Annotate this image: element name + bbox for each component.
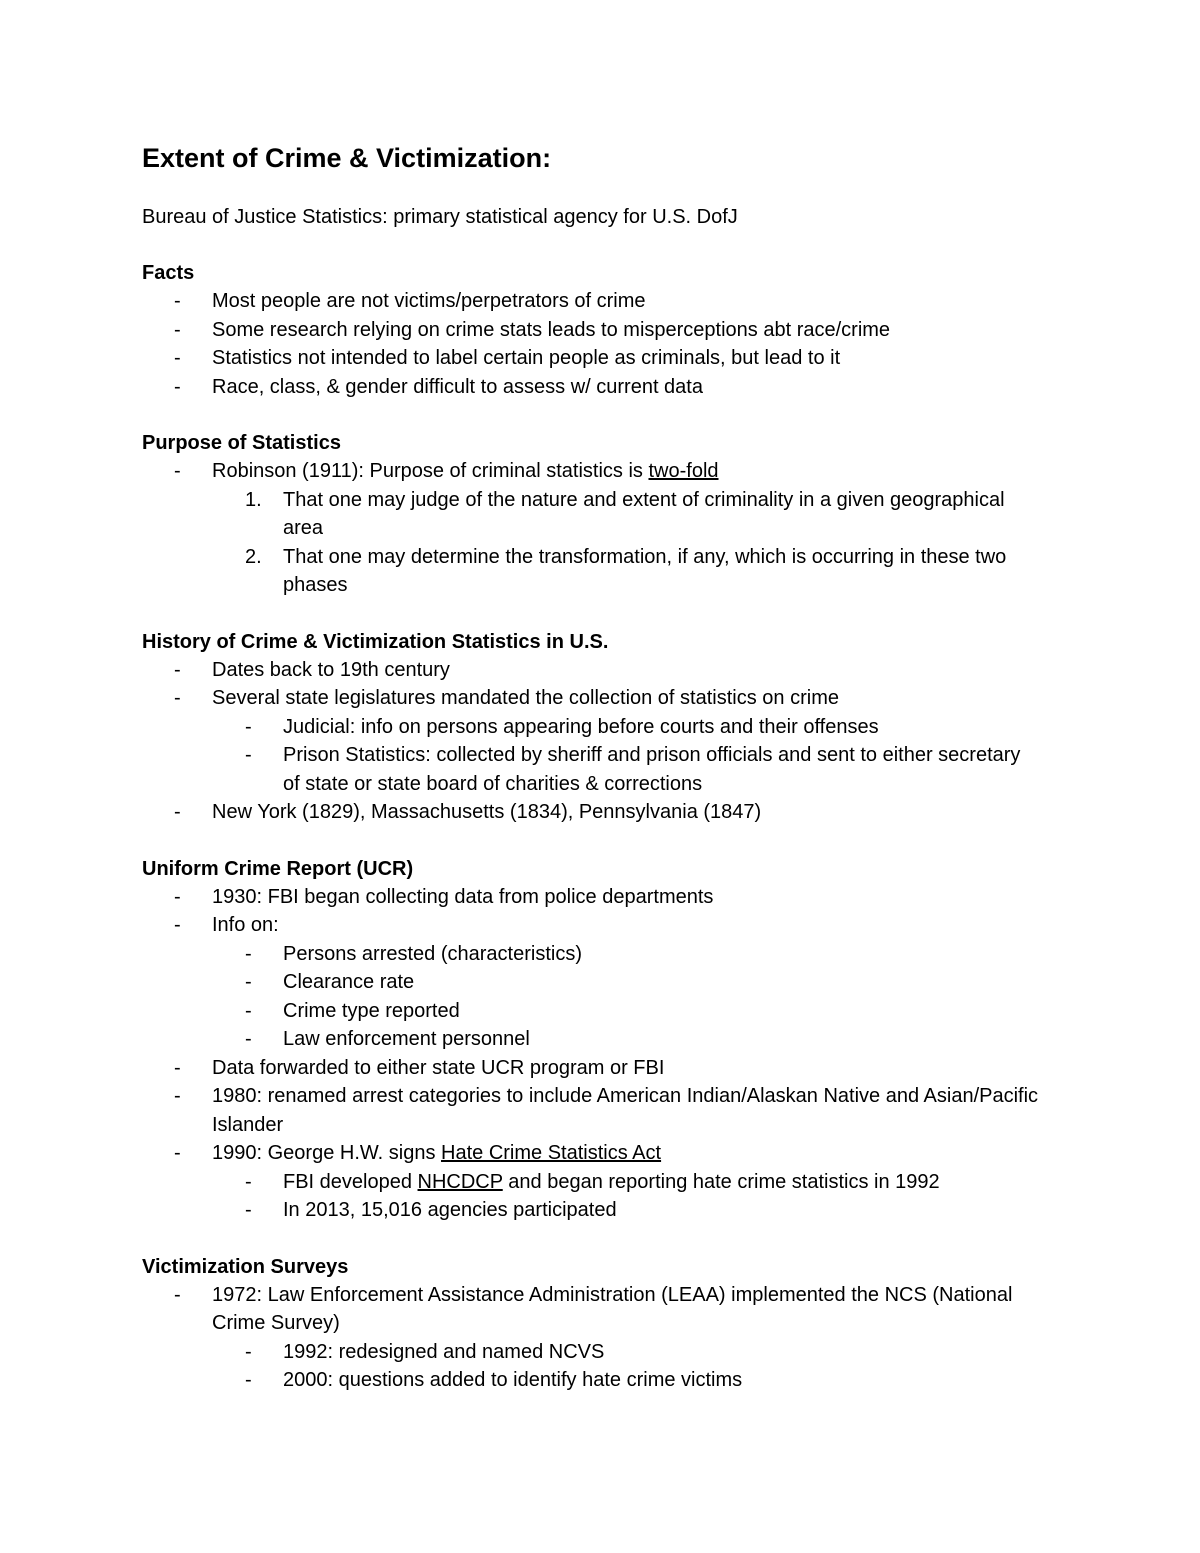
- section-purpose: [142, 429, 1042, 600]
- section-victimization: [142, 1253, 1042, 1395]
- bullet-dash: -: [245, 1340, 252, 1363]
- underlined-term: Hate Crime Statistics Act: [441, 1142, 662, 1164]
- sub-list-item: - FBI developed NHCDCP and began reporting hate crime statistics in 1992: [142, 1168, 1042, 1197]
- section-facts: [142, 259, 1042, 401]
- sub-list-item: - Persons arrested (characteristics): [142, 940, 1042, 969]
- sub-list-item: - Prison Statistics: collected by sheriff and prison officials and sent to either secretary of state or state board of charities & corrections: [142, 741, 1042, 798]
- sub-list-item: - 2000: questions added to identify hate crime victims: [142, 1366, 1042, 1395]
- bullet-dash: -: [174, 318, 181, 341]
- list-item: - 1972: Law Enforcement Assistance Administration (LEAA) implemented the NCS (National Crime Survey): [142, 1281, 1042, 1338]
- underlined-term: NHCDCP: [417, 1170, 503, 1193]
- bullet-dash: -: [174, 347, 181, 369]
- document-page: [142, 138, 1042, 1423]
- bullet-dash: -: [245, 999, 252, 1022]
- bullet-dash: -: [174, 1142, 181, 1164]
- bullet-dash: -: [245, 971, 252, 993]
- sub-list-item: - In 2013, 15,016 agencies participated: [142, 1196, 1042, 1225]
- numbered-item: 1. That one may judge of the nature and extent of criminality in a given geographical area: [142, 486, 1042, 543]
- list-item: - Dates back to 19th century: [142, 656, 1042, 685]
- section-heading: Facts: [142, 262, 195, 284]
- bullet-dash: -: [245, 715, 252, 738]
- list-item: - Some research relying on crime stats leads to misperceptions abt race/crime: [142, 316, 1042, 345]
- list-item: - 1980: renamed arrest categories to include American Indian/Alaskan Native and Asian/Pacific Islander: [142, 1082, 1042, 1139]
- sub-list-item: - Law enforcement personnel: [142, 1025, 1042, 1054]
- bullet-dash: -: [174, 460, 181, 482]
- bullet-dash: -: [245, 942, 252, 965]
- bullet-dash: -: [245, 1369, 252, 1391]
- bullet-dash: -: [245, 1028, 252, 1050]
- section-heading: History of Crime & Victimization Statistics in U.S.: [142, 630, 609, 653]
- bullet-dash: -: [174, 885, 181, 908]
- list-item: - Data forwarded to either state UCR program or FBI: [142, 1054, 1042, 1083]
- list-item: - New York (1829), Massachusetts (1834), Pennsylvania (1847): [142, 798, 1042, 827]
- list-item: - Race, class, & gender difficult to assess w/ current data: [142, 373, 1042, 402]
- bullet-dash: -: [174, 801, 181, 823]
- list-item: - Several state legislatures mandated the collection of statistics on crime: [142, 684, 1042, 713]
- list-item: - 1990: George H.W. signs Hate Crime Statistics Act: [142, 1139, 1042, 1168]
- bullet-dash: -: [174, 1085, 181, 1107]
- section-heading: Purpose of Statistics: [142, 432, 341, 454]
- bullet-dash: -: [174, 1056, 181, 1079]
- sub-list-item: - Clearance rate: [142, 968, 1042, 997]
- document-title: Extent of Crime & Victimization:: [142, 143, 552, 173]
- section-heading: Victimization Surveys: [142, 1255, 349, 1278]
- intro-text: Bureau of Justice Statistics: primary statistical agency for U.S. DofJ: [142, 206, 738, 228]
- list-item: - Info on:: [142, 911, 1042, 940]
- item-number: 2.: [245, 545, 262, 568]
- bullet-dash: -: [174, 290, 181, 312]
- list-item: - Robinson (1911): Purpose of criminal statistics is two-fold: [142, 457, 1042, 486]
- bullet-dash: -: [174, 1283, 181, 1306]
- list-item: - 1930: FBI began collecting data from police departments: [142, 883, 1042, 912]
- list-item: - Statistics not intended to label certain people as criminals, but lead to it: [142, 344, 1042, 373]
- section-ucr: [142, 855, 1042, 1225]
- section-history: [142, 628, 1042, 827]
- bullet-dash: -: [245, 744, 252, 766]
- bullet-dash: -: [245, 1199, 252, 1221]
- bullet-dash: -: [174, 687, 181, 709]
- bullet-dash: -: [245, 1170, 252, 1193]
- bullet-dash: -: [174, 375, 181, 398]
- sub-list-item: - 1992: redesigned and named NCVS: [142, 1338, 1042, 1367]
- bullet-dash: -: [174, 914, 181, 936]
- bullet-dash: -: [174, 658, 181, 681]
- item-number: 1.: [245, 488, 262, 511]
- numbered-item: 2. That one may determine the transformation, if any, which is occurring in these two phases: [142, 543, 1042, 600]
- sub-list-item: - Crime type reported: [142, 997, 1042, 1026]
- section-heading: Uniform Crime Report (UCR): [142, 857, 414, 880]
- list-item: - Most people are not victims/perpetrators of crime: [142, 287, 1042, 316]
- sub-list-item: - Judicial: info on persons appearing before courts and their offenses: [142, 713, 1042, 742]
- underlined-term: two-fold: [648, 460, 719, 482]
